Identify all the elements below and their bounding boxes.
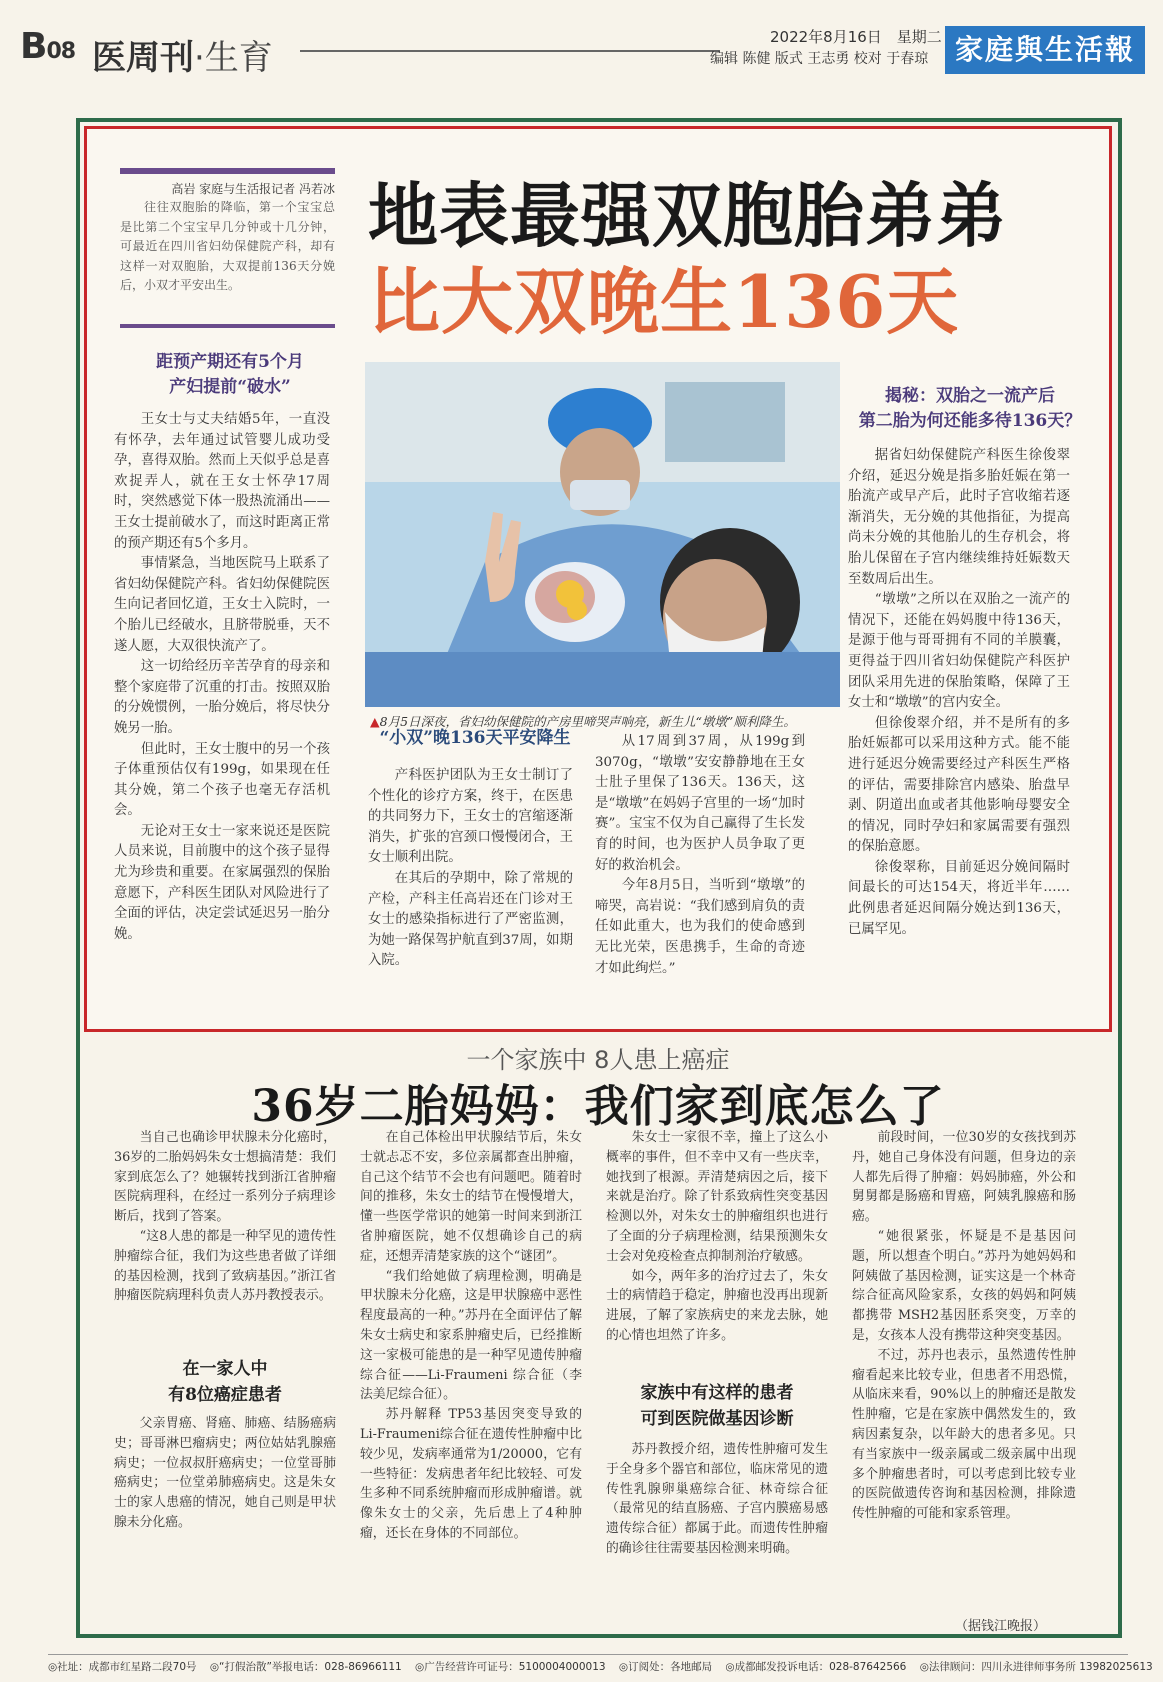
article2-column-3: 朱女士一家很不幸，撞上了这么小概率的事件，但不幸中又有一些庆幸，她找到了根源。弄清楚病因之后，接下来就是治疗。除了针系致病性突变基因检测以外，对朱女士的肿瘤组织也进行了全面的分子病理检测，结果预测朱女士会对免疫检查点抑制剂治疗敏感。 如今，两年多的治疗过去了，朱女士的病情趋于稳定，肿瘤也没再出现新进展，了解了家族病史的来龙去脉，她的心情也坦然了许多。 <box>606 1130 828 1343</box>
intro-top-rule <box>120 168 335 174</box>
page-footer <box>48 1654 1153 1674</box>
header-rule <box>300 50 720 52</box>
footer-complaint: ◎成都邮发投诉电话：028-87642566 <box>725 1661 907 1673</box>
subhead-2: “小双”晚136天平安降生 <box>379 728 571 748</box>
article1-column-3: 从17周到37周，从199g到3070g，“墩墩”安安静静地在王女士肚子里保了136天。136天，这是“墩墩”在妈妈子宫里的一场“加时赛”。宝宝不仅为自己赢得了生长发育的时间，也为医护人员争取了更好的救治机会。 今年8月5日，当听到“墩墩”的啼哭，高岩说：“我们感到肩负的责任如此重大，也为我们的使命感到无比光荣，医患携手，生命的奇迹才如此绚烂。” <box>595 734 805 976</box>
source-credit: （据钱江晚报） <box>955 1619 1047 1634</box>
page-number: B08 <box>20 26 76 67</box>
article2-subhead-1: 在一家人中 有8位癌症患者 <box>168 1359 282 1405</box>
article2-subhead-2: 家族中有这样的患者 可到医院做基因诊断 <box>640 1383 794 1429</box>
newborn-photo <box>365 362 840 707</box>
article2-column-3b: 苏丹教授介绍，遗传性肿瘤可发生于全身多个器官和部位，临床常见的遗传性乳腺卵巢癌综合征、林奇综合征（最常见的结直肠癌、子宫内膜癌易感遗传综合征）都属于此。而遗传性肿瘤的确诊往往需要基因检测来明确。 <box>606 1442 828 1556</box>
footer-subscription: ◎订阅处：各地邮局 <box>618 1661 713 1673</box>
byline: 高岩 家庭与生活报记者 冯若冰 <box>171 182 335 196</box>
article2-column-1b: 父亲胃癌、肾癌、肺癌、结肠癌病史；哥哥淋巴瘤病史；两位姑姑乳腺癌病史；一位叔叔肝癌病史；一位堂哥肺癌病史；一位堂弟肺癌病史。这是朱女士的家人患癌的情况，她自己则是甲状腺未分化癌。 <box>114 1416 336 1530</box>
footer-address: ◎社址：成都市红星路二段70号 <box>48 1661 197 1673</box>
article2-column-4: 前段时间，一位30岁的女孩找到苏丹，她自己身体没有问题，但身边的亲人都先后得了肿瘤：妈妈肺癌，外公和舅舅都是肠癌和胃癌，阿姨乳腺癌和肠癌。 “她很紧张，怀疑是不是基因问题，所以想查个明白。”苏丹为她妈妈和阿姨做了基因检测，证实这是一个林奇综合征高风险家系，女孩的妈妈和阿姨都携带 MSH2基因胚系突变，万幸的是，女孩本人没有携带这种突变基因。 不过，苏丹也表示，虽然遗传性肿瘤看起来比较专业，但患者不用恐慌，从临床来看，90%以上的肿瘤还是散发性肿瘤，它是在家族中偶然发生的，致病因素复杂，以年龄大的患者多见。只有当家族中一级亲属或二级亲属中出现多个肿瘤患者时，可以考虑到比较专业的医院做遗传咨询和基因检测，排除遗传性肿瘤的可能和家系管理。 <box>852 1130 1076 1522</box>
article2-column-2: 在自己体检出甲状腺结节后，朱女士就忐忑不安，多位亲属都查出肿瘤，自己这个结节不会也有问题吧。随着时间的推移，朱女士的结节在慢慢增大，懂一些医学常识的她第一时间来到浙江省肿瘤医院，她不仅想确诊自己的病症，还想弄清楚家族的这个“谜团”。 “我们给她做了病理检测，明确是甲状腺未分化癌，这是甲状腺癌中恶性程度最高的一种。”苏丹在全面评估了解朱女士病史和家系肿瘤史后，已经推断这一家极可能患的是一种罕见遗传肿瘤综合征——Li-Fraumeni 综合征（李法美尼综合征）。 苏丹解释 TP53基因突变导致的 Li-Fraumeni综合征在遗传性肿瘤中比较少见，发病率通常为1/20000，它有一些特征：发病患者年纪比较轻、可发生多种不同系统肿瘤而形成肿瘤谱。就像朱女士的父亲，先后患上了4种肿瘤，还长在身体的不同部位。 <box>360 1130 582 1541</box>
subhead-3: 揭秘：双胎之一流产后 第二胎为何还能多待136天？ <box>858 386 1082 431</box>
footer-hotline: ◎“打假治散”举报电话：028-86966111 <box>209 1661 402 1673</box>
article1-column-2: 产科医护团队为王女士制订了个性化的诊疗方案，终于，在医患的共同努力下，王女士的宫缩逐渐消失，扩张的宫颈口慢慢闭合，王女士顺利出院。 在其后的孕期中，除了常规的产检，产科主任高岩还在门诊对王女士的感染指标进行了严密监测，为她一路保驾护航直到37周，如期入院。 <box>368 768 573 969</box>
subhead-1: 距预产期还有5个月 产妇提前“破水” <box>156 352 304 397</box>
section-title: 医周刊·生育 <box>92 38 273 78</box>
footer-ad-license: ◎广告经营许可证号：5100004000013 <box>415 1661 606 1673</box>
article2-headline: 36岁二胎妈妈：我们家到底怎么了 <box>251 1081 945 1132</box>
article2-column-1: 当自己也确诊甲状腺未分化癌时，36岁的二胎妈妈朱女士想搞清楚：我们家到底怎么了？她辗转找到浙江省肿瘤医院病理科，在经过一系列分子病理诊断后，找到了答案。 “这8人患的都是一种罕见的遗传性肿瘤综合征，我们为这些患者做了详细的基因检测，找到了致病基因。”浙江省肿瘤医院病理科负责人苏丹教授表示。 <box>114 1130 336 1304</box>
intro-text: 往往双胞胎的降临，第一个宝宝总是比第二个宝宝早几分钟或十几分钟，可最近在四川省妇幼保健院产科，却有这样一对双胞胎，大双提前136天分娩后，小双才平安出生。 <box>120 200 335 293</box>
article1-column-1: 王女士与丈夫结婚5年，一直没有怀孕，去年通过试管婴儿成功受孕，喜得双胎。然而上天似乎总是喜欢捉弄人，就在王女士怀孕17周时，突然感觉下体一股热流涌出——王女士提前破水了，而这时距离正常的预产期还有5个多月。 事情紧急，当地医院马上联系了省妇幼保健院产科。省妇幼保健院医生向记者回忆道，王女士入院时，一个胎儿已经破水，且脐带脱垂，天不遂人愿，大双很快流产了。 这一切给经历辛苦孕育的母亲和整个家庭带了沉重的打击。按照双胎的分娩惯例，一胎分娩后，将尽快分娩另一胎。 但此时，王女士腹中的另一个孩子体重预估仅有199g，如果现在任其分娩，第二个孩子也毫无存活机会。 无论对王女士一家来说还是医院人员来说，目前腹中的这个孩子显得尤为珍贵和重要。在家属强烈的保胎意愿下，产科医生团队对风险进行了全面的评估，决定尝试延迟另一胎分娩。 <box>114 412 330 942</box>
article2-kicker: 一个家族中 8人患上癌症 <box>466 1046 730 1074</box>
photo-illustration <box>365 362 840 707</box>
newspaper-logo: 家庭與生活報 <box>945 26 1145 74</box>
footer-legal: ◎法律顾问：四川永进律师事务所 13982025613 <box>919 1661 1153 1673</box>
page-header <box>20 18 1142 80</box>
issue-date: 2022年8月16日 星期二 <box>770 28 942 46</box>
headline: 地表最强双胞胎弟弟 <box>368 174 1007 257</box>
intro-bottom-rule <box>120 324 335 328</box>
photo-caption: ▲8月5日深夜，省妇幼保健院的产房里啼哭声响亮，新生儿“墩墩”顺利降生。 <box>370 714 796 729</box>
editor-credits: 编辑 陈健 版式 王志勇 校对 于春琼 <box>710 51 929 67</box>
article1-column-4: 据省妇幼保健院产科医生徐俊翠介绍，延迟分娩是指多胎妊娠在第一胎流产或早产后，此时子宫收缩若逐渐消失，无分娩的其他指征，为提高尚未分娩的其他胎儿的生存机会，将胎儿保留在子宫内继续维持妊娠数天至数周后出生。 “墩墩”之所以在双胎之一流产的情况下，还能在妈妈腹中待136天，是源于他与哥哥拥有不同的羊膜囊，更得益于四川省妇幼保健院产科医护团队采用先进的保胎策略，保障了王女士和“墩墩”的宫内安全。 但徐俊翠介绍，并不是所有的多胎妊娠都可以采用这种方式。能不能进行延迟分娩需要经过产科医生严格的评估，需要排除宫内感染、胎盘早剥、阴道出血或者其他影响母婴安全的情况，同时孕妇和家属需要有强烈的保胎意愿。 徐俊翠称，目前延迟分娩间隔时间最长的可达154天，将近半年……此例患者延迟间隔分娩达到136天，已属罕见。 <box>848 448 1070 937</box>
headline-secondary: 比大双晚生136天 <box>368 259 960 344</box>
